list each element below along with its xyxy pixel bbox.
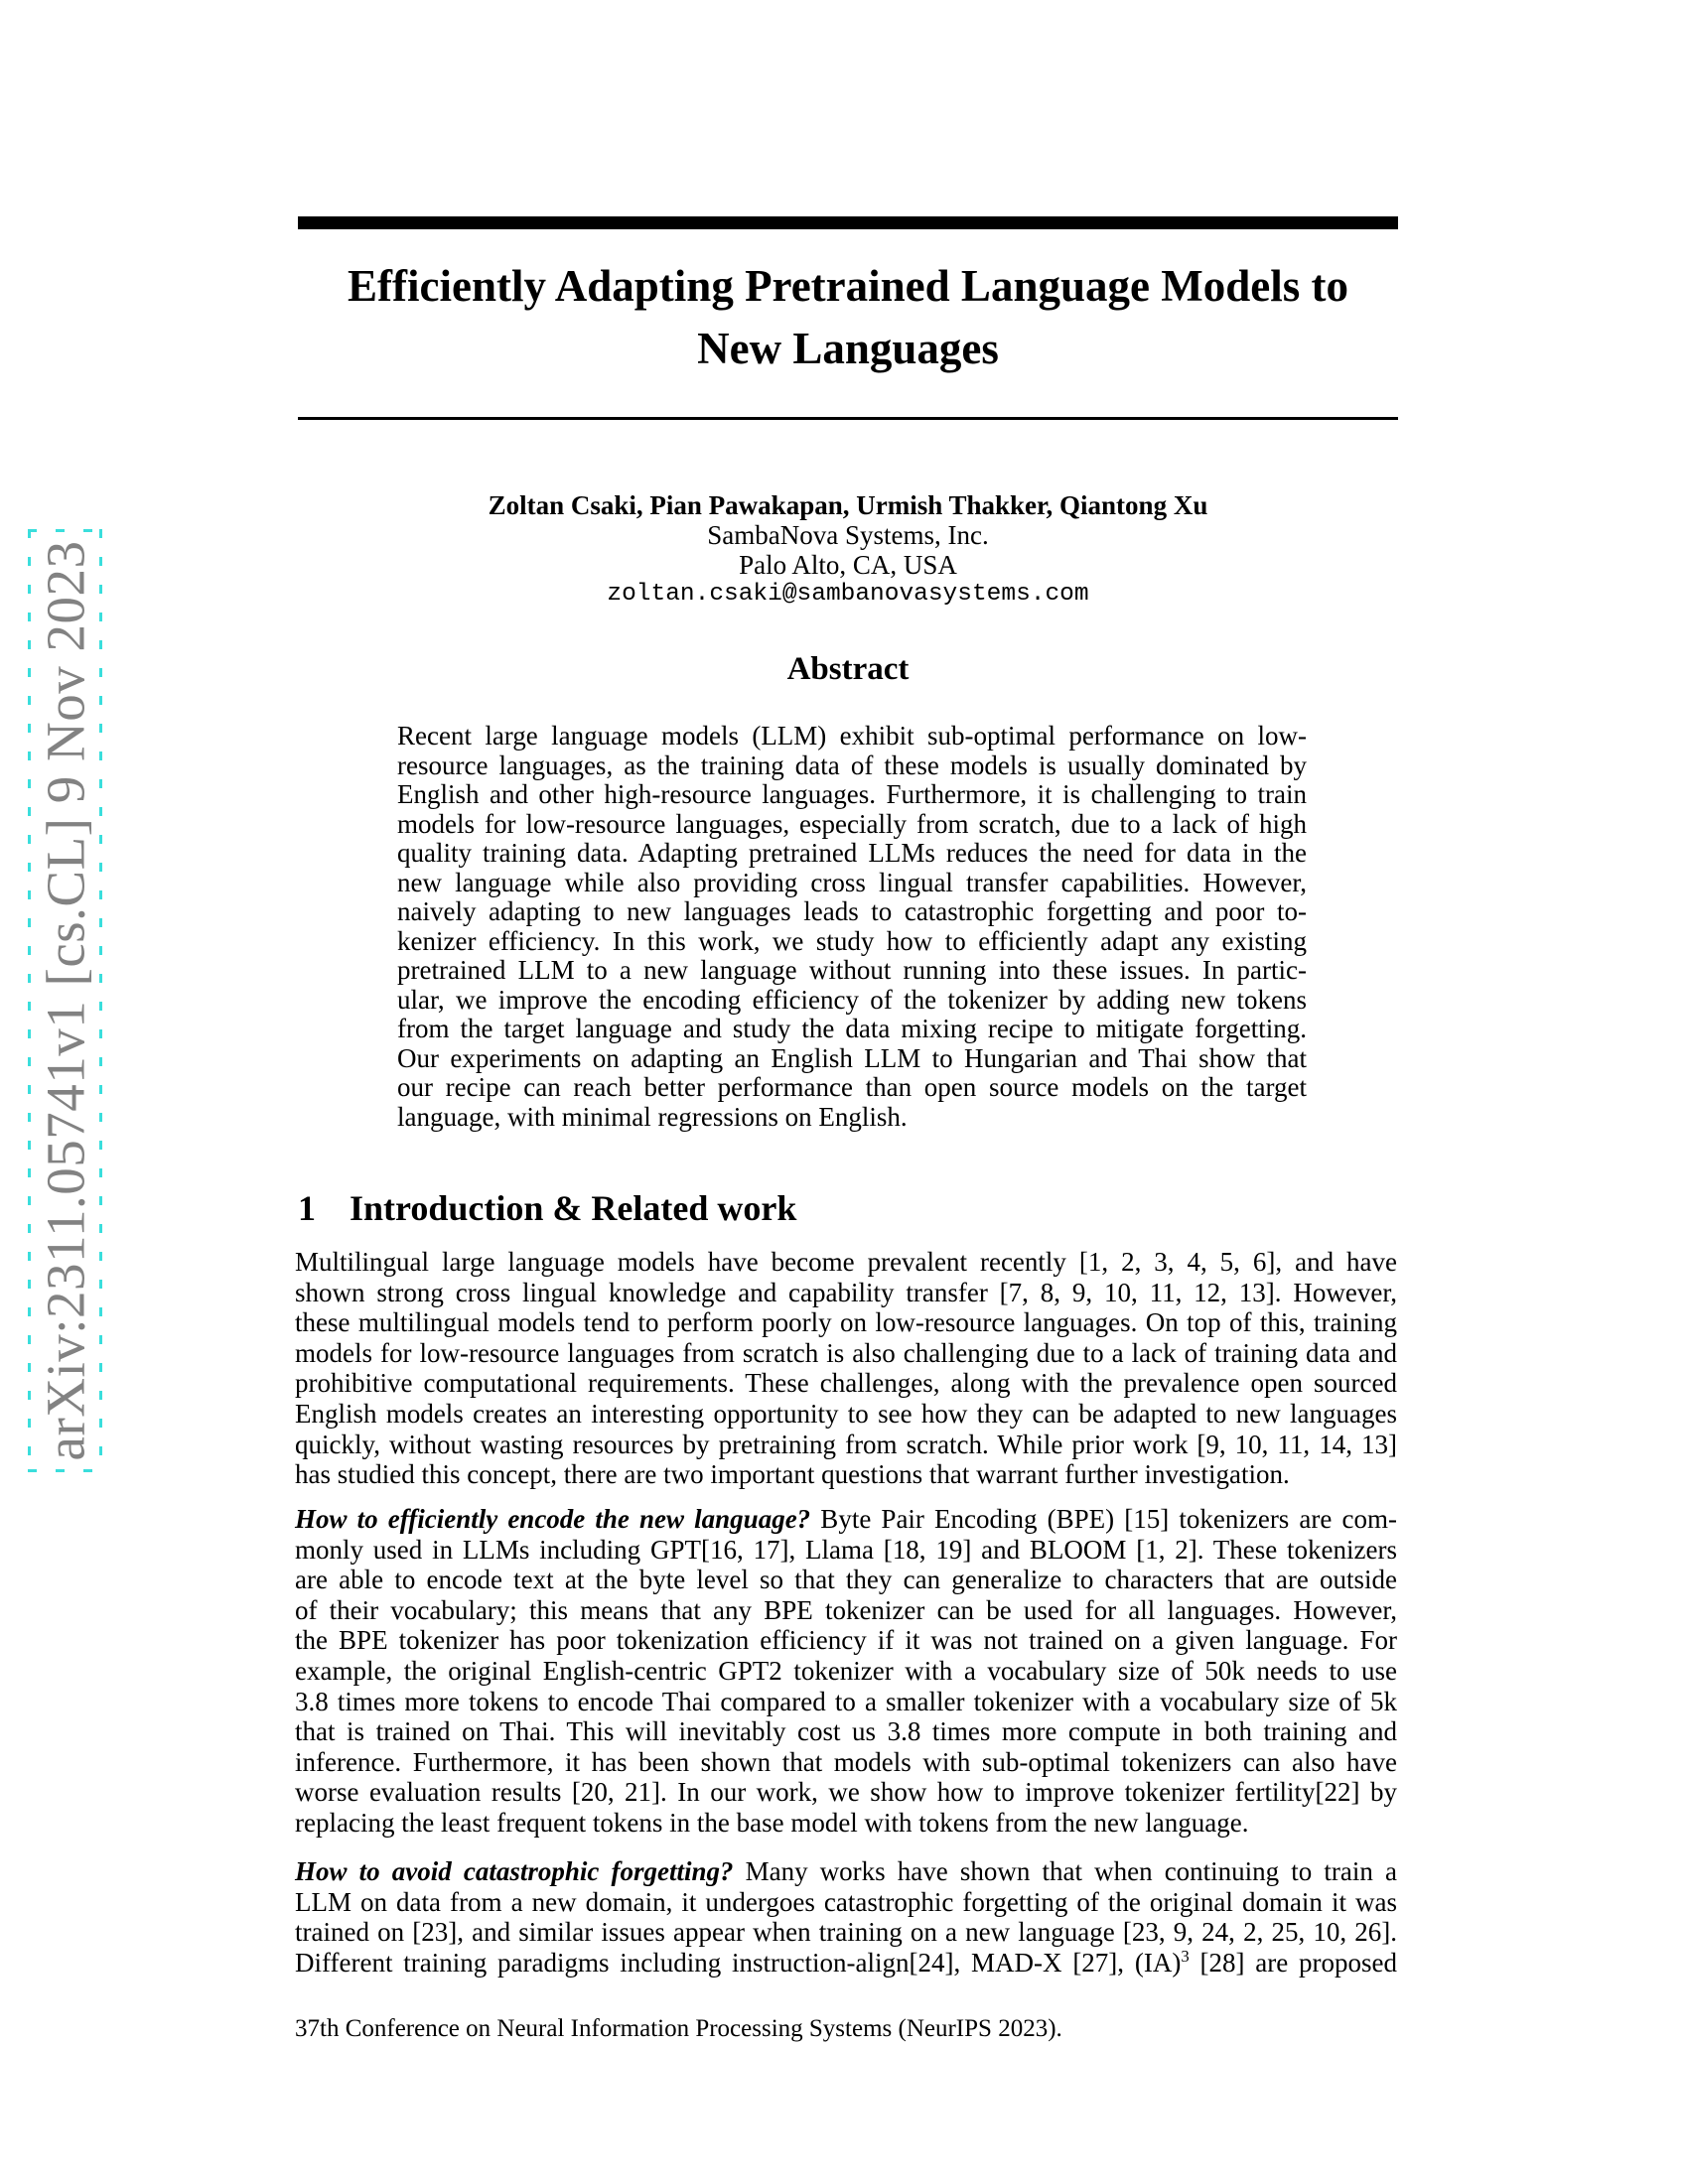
author-block [298,490,1398,610]
author-names: Zoltan Csaki, Pian Pawakapan, Urmish Thakker, Qiantong Xu [488,490,1208,520]
arxiv-watermark-box [28,529,102,1472]
section-1-number: 1 [298,1188,316,1228]
section-1-title: Introduction & Related work [350,1188,797,1228]
title-rule-top [298,216,1398,229]
section-1-heading [298,1190,796,1226]
conference-footnote: 37th Conference on Neural Information Processing Systems (NeurIPS 2023). [295,2015,1062,2042]
author-email: zoltan.csaki@sambanovasystems.com [607,581,1089,608]
author-location: Palo Alto, CA, USA [739,550,957,580]
intro-paragraph-2: How to efficiently encode the new language? Byte Pair Encoding (BPE) [15] tokenizers are com- monly used in LLMs including GPT[16, 17], Llama [18, 19] and BLOOM [1, 2]. These tokenizers are able to encode text at the byte level so that they can generalize to characters that are outside of their vocabulary; this means that any BPE tokenizer can be used for all languages. However, the BPE tokenizer has poor tokenization efficiency if it was not trained on a given language. For example, the original English-centric GPT2 tokenizer with a vocabulary size of 50k needs to use 3.8 times more tokens to encode Thai compared to a smaller tokenizer with a vocabulary size of 5k that is trained on Thai. This will inevitably cost us 3.8 times more compute in both training and inference. Furthermore, it has been shown that models with sub-optimal tokenizers can also have worse evaluation results [20, 21]. In our work, we show how to improve tokenizer fertility[22] by replacing the least frequent tokens in the base model with tokens from the new language. [295,1504,1397,1838]
paper-title-line2: New Languages [697,324,999,373]
intro-paragraph-3: How to avoid catastrophic forgetting? Many works have shown that when continuing to train a LLM on data from a new domain, it undergoes catastrophic forgetting of the original domain it was trained on [23], and similar issues appear when training on a new language [23, 9, 24, 2, 25, 10, 26]. Different training paradigms including instruction-align[24], MAD-X [27], (IA)$^3$ [28] are proposed [295,1856,1397,1978]
paper-title-line1: Efficiently Adapting Pretrained Language Models to [348,261,1348,311]
abstract-heading: Abstract [786,651,910,687]
intro-paragraph-1: Multilingual large language models have become prevalent recently [1, 2, 3, 4, 5, 6], and have shown strong cross lingual knowledge and capability transfer [7, 8, 9, 10, 11, 12, 13]. However, these multilingual models tend to perform poorly on low-resource languages. On top of this, training models for low-resource languages from scratch is also challenging due to a lack of training data and prohibitive computational requirements. These challenges, along with the prevalence open sourced English models creates an interesting opportunity to see how they can be adapted to new languages quickly, without wasting resources by pretraining from scratch. While prior work [9, 10, 11, 14, 13] has studied this concept, there are two important questions that warrant further investigation. [295,1247,1397,1490]
arxiv-watermark-text: arXiv:2311.05741v1 [cs.CL] 9 Nov 2023 [35,540,95,1461]
title-rule-bottom [298,417,1398,420]
abstract-body: Recent large language models (LLM) exhibit sub-optimal performance on low- resource languages, as the training data of these models is usually dominated by English and other high-resource languages. Furthermore, it is challenging to train models for low-resource languages, especially from scratch, due to a lack of high quality training data. Adapting pretrained LLMs reduces the need for data in the new language while also providing cross lingual transfer capabilities. However, naively adapting to new languages leads to catastrophic forgetting and poor to- kenizer efficiency. In this work, we study how to efficiently adapt any existing pretrained LLM to a new language without running into these issues. In partic- ular, we improve the encoding efficiency of the tokenizer by adding new tokens from the target language and study the data mixing recipe to mitigate forgetting. Our experiments on adapting an English LLM to Hungarian and Thai show that our recipe can reach better performance than open source models on the target language, with minimal regressions on English. [397,721,1307,1132]
paper-title [298,255,1398,380]
author-affiliation: SambaNova Systems, Inc. [707,520,989,550]
